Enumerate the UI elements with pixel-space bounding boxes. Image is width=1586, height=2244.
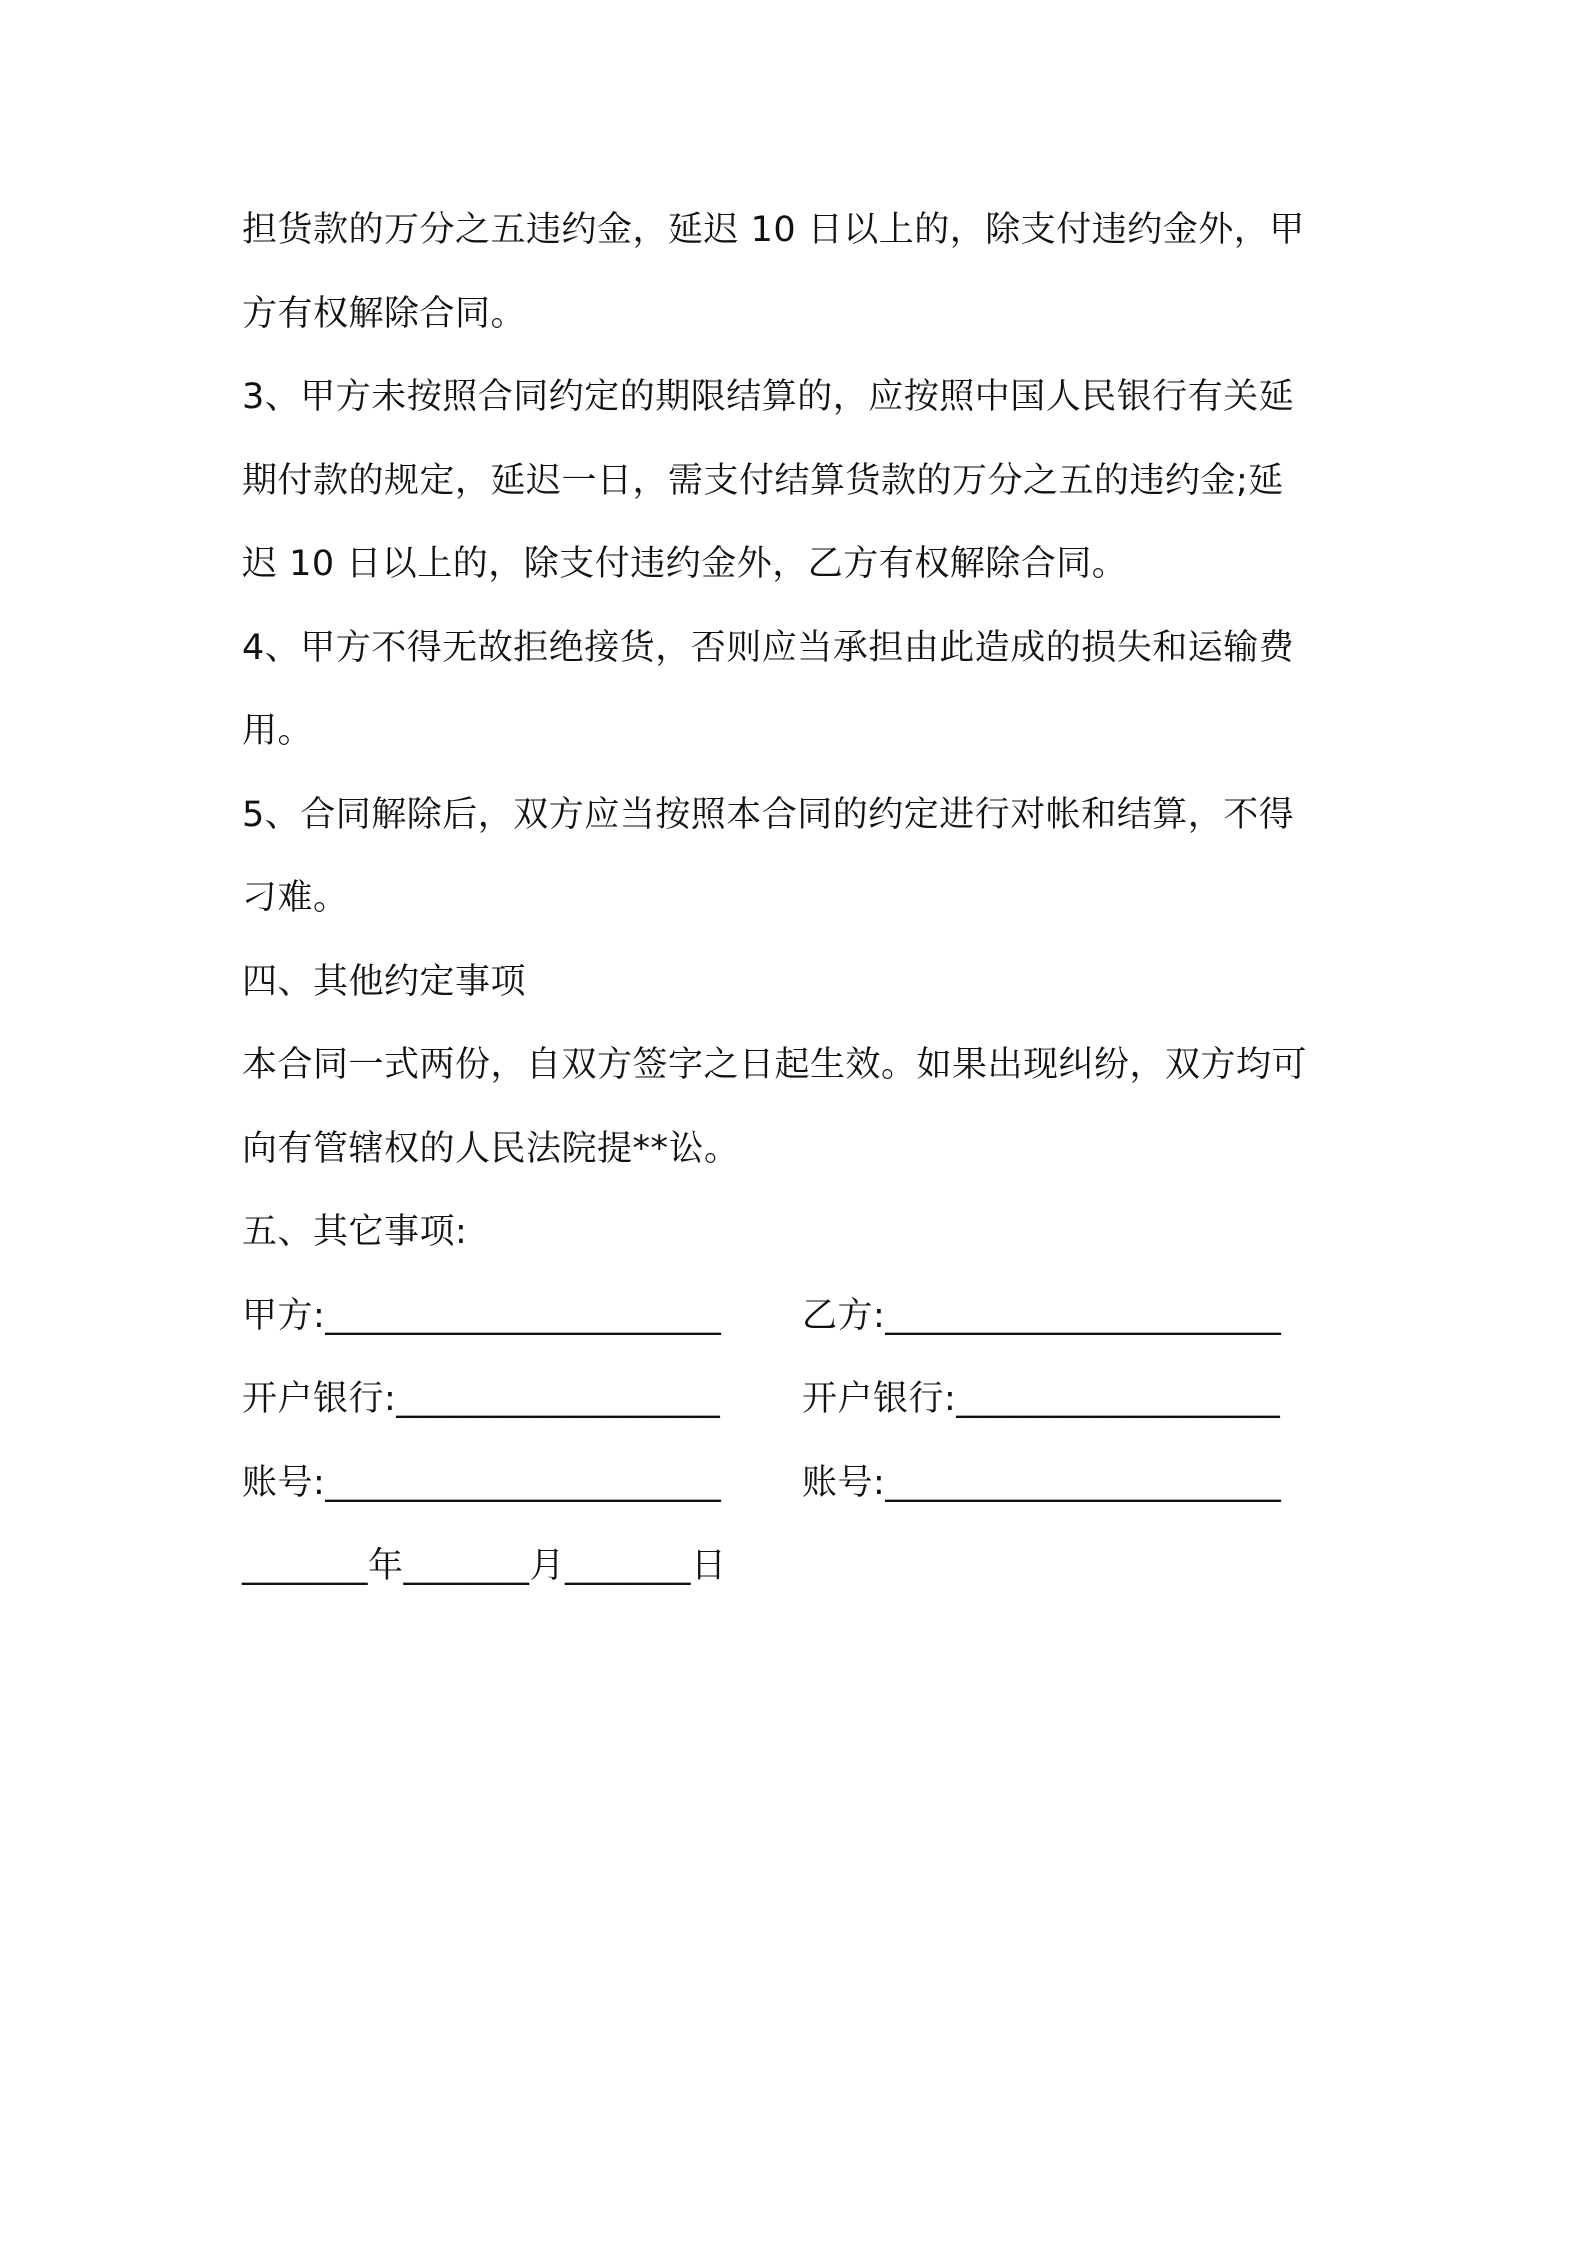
account-row bbox=[242, 1458, 1362, 1508]
bank-row bbox=[242, 1374, 1362, 1424]
paragraph-line: 3、甲方未按照合同约定的期限结算的，应按照中国人民银行有关延 bbox=[242, 377, 1295, 417]
section-heading: 五、其它事项: bbox=[242, 1212, 468, 1252]
bank-b-field: 开户银行:__________________ bbox=[802, 1379, 1281, 1419]
paragraph-line: 刁难。 bbox=[242, 878, 349, 918]
account-b-field: 账号:______________________ bbox=[802, 1463, 1282, 1503]
section-heading: 四、其他约定事项 bbox=[242, 962, 527, 1002]
account-a-field: 账号:______________________ bbox=[242, 1463, 722, 1503]
paragraph-line: 用。 bbox=[242, 711, 314, 751]
paragraph-line: 担货款的万分之五违约金，延迟 10 日以上的，除支付违约金外，甲 bbox=[242, 210, 1305, 250]
paragraph-line: 方有权解除合同。 bbox=[242, 294, 527, 334]
paragraph-line: 本合同一式两份，自双方签字之日起生效。如果出现纠纷，双方均可 bbox=[242, 1045, 1308, 1085]
date-field: _______年_______月_______日 bbox=[242, 1546, 727, 1586]
party-b-field: 乙方:______________________ bbox=[802, 1296, 1282, 1336]
paragraph-line: 4、甲方不得无故拒绝接货，否则应当承担由此造成的损失和运输费 bbox=[242, 628, 1295, 668]
party-a-field: 甲方:______________________ bbox=[242, 1296, 722, 1336]
paragraph-line: 向有管辖权的人民法院提**讼。 bbox=[242, 1129, 740, 1169]
paragraph-line: 5、合同解除后，双方应当按照本合同的约定进行对帐和结算，不得 bbox=[242, 795, 1295, 835]
paragraph-line: 期付款的规定，延迟一日，需支付结算货款的万分之五的违约金;延 bbox=[242, 461, 1284, 501]
paragraph-line: 迟 10 日以上的，除支付违约金外，乙方有权解除合同。 bbox=[242, 544, 1128, 584]
bank-a-field: 开户银行:__________________ bbox=[242, 1379, 721, 1419]
party-row bbox=[242, 1291, 1362, 1341]
